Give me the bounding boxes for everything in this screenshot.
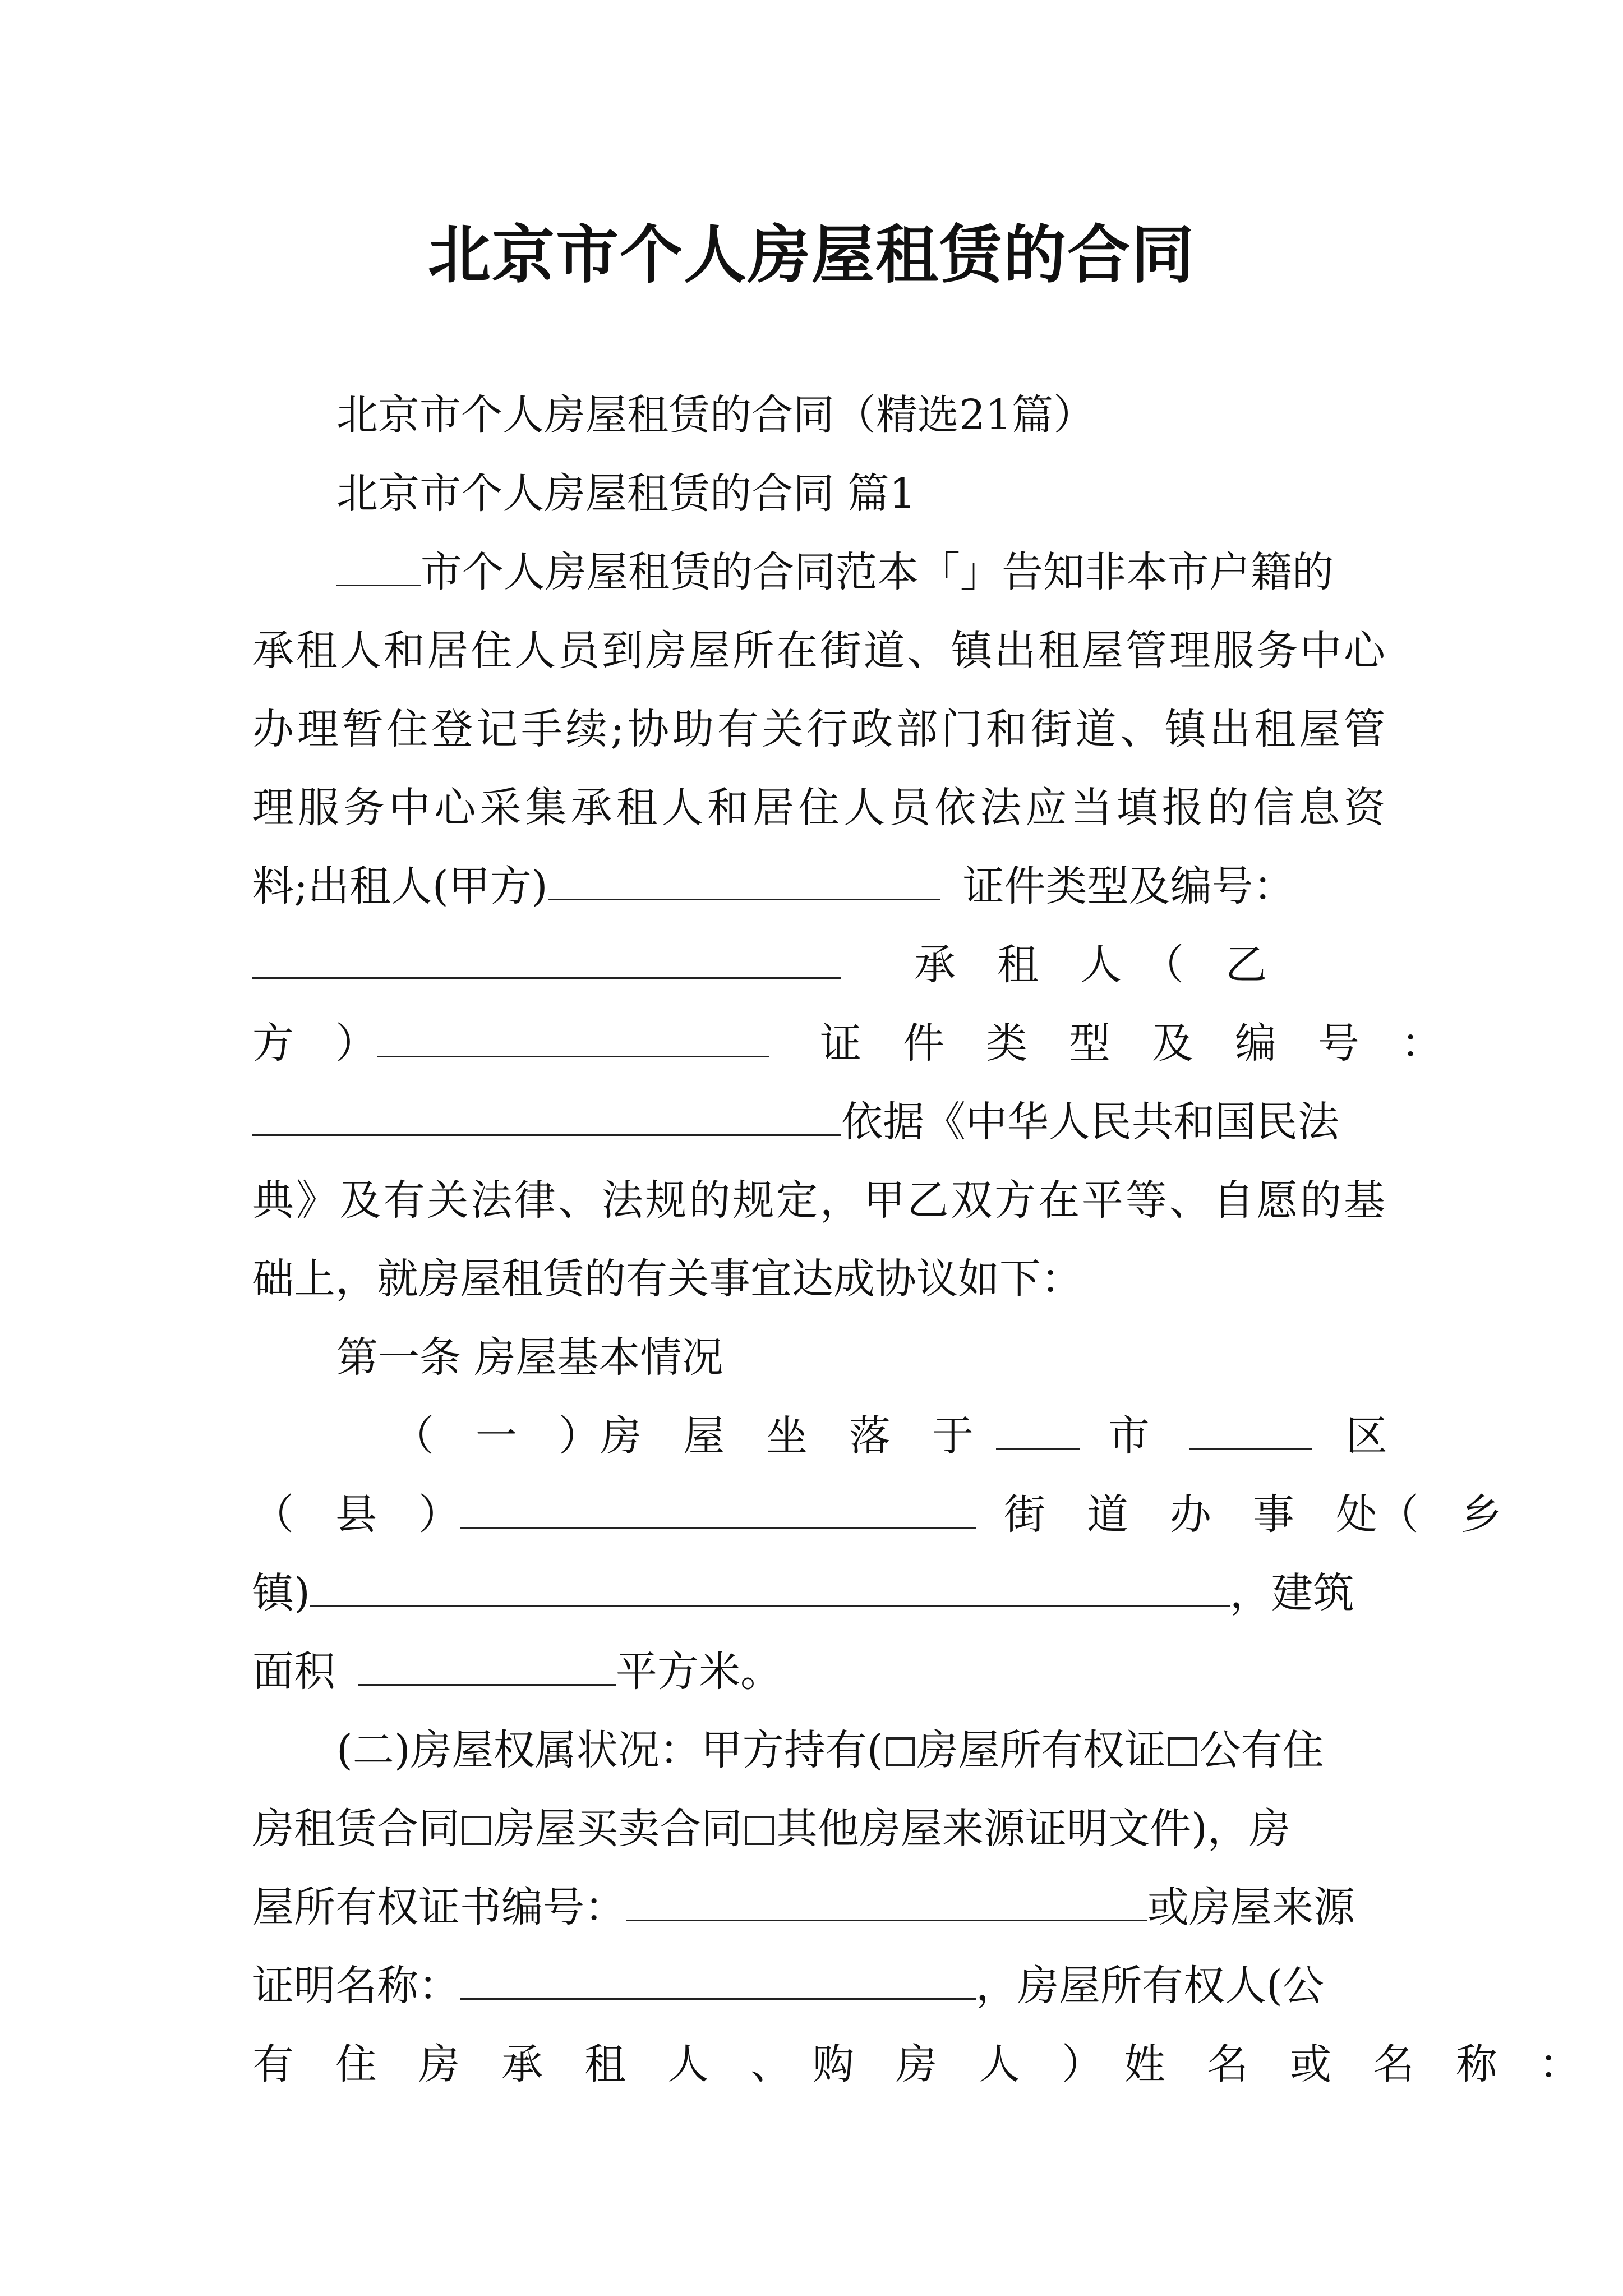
paragraph-line bbox=[393, 1408, 1385, 1464]
text: 市 bbox=[1108, 1412, 1150, 1460]
checkbox-ownership-certificate[interactable] bbox=[886, 1737, 915, 1766]
street-office-blank bbox=[460, 1488, 976, 1529]
text: 镇) bbox=[252, 1569, 310, 1617]
text: 区 bbox=[1346, 1412, 1387, 1460]
id-number-blank bbox=[252, 1095, 841, 1136]
lessee-blank bbox=[377, 1016, 769, 1057]
town-blank bbox=[310, 1566, 1230, 1607]
text: 面积 bbox=[252, 1648, 335, 1696]
text: 房租赁合同 bbox=[252, 1805, 460, 1853]
paragraph-line bbox=[252, 1879, 1385, 1935]
text: ，房屋所有权人(公 bbox=[976, 1962, 1324, 2010]
document-subtitle: 北京市个人房屋租赁的合同（精选21篇） bbox=[336, 391, 1095, 439]
paragraph-line: 典》及有关法律、法规的规定，甲乙双方在平等、自愿的基 bbox=[252, 1176, 1385, 1225]
paragraph-line: 理服务中心采集承租人和居住人员依法应当填报的信息资 bbox=[252, 784, 1385, 832]
text: ，建筑 bbox=[1229, 1569, 1354, 1617]
text: 承 租 人 （ 乙 bbox=[914, 941, 1267, 989]
area-blank bbox=[358, 1645, 616, 1686]
district-blank bbox=[1189, 1409, 1312, 1450]
text: (二)房屋权属状况：甲方持有( bbox=[336, 1726, 883, 1774]
section-heading: 北京市个人房屋租赁的合同 篇1 bbox=[336, 470, 916, 518]
text: 房屋所有权证 bbox=[916, 1726, 1166, 1774]
paragraph-line: 有 住 房 承 租 人 、 购 房 人 ） 姓 名 或 名 称 ： bbox=[252, 2040, 1580, 2088]
text: （ 县 ） bbox=[252, 1490, 460, 1539]
blank-line bbox=[336, 545, 421, 586]
paragraph-line bbox=[252, 937, 1385, 993]
paragraph-line: 承租人和居住人员到房屋所在街道、镇出租屋管理服务中心 bbox=[252, 627, 1385, 675]
paragraph-line bbox=[252, 1565, 1385, 1621]
city-blank bbox=[996, 1409, 1080, 1450]
lessor-blank bbox=[548, 859, 940, 900]
paragraph-line: 办理暂住登记手续;协助有关行政部门和街道、镇出租屋管 bbox=[252, 705, 1385, 753]
paragraph-line bbox=[252, 858, 1385, 914]
paragraph-line bbox=[336, 1722, 1385, 1778]
text: 证件类型及编号： bbox=[962, 862, 1295, 910]
document-title: 北京市个人房屋租赁的合同 bbox=[428, 218, 1195, 292]
text: 公有住 bbox=[1199, 1726, 1324, 1774]
text: 房屋买卖合同 bbox=[494, 1805, 743, 1853]
text: 其他房屋来源证明文件)，房 bbox=[776, 1805, 1290, 1853]
text: 依据《中华人民共和国民法 bbox=[841, 1098, 1339, 1146]
text: 料;出租人(甲方) bbox=[252, 862, 548, 910]
paragraph-line bbox=[252, 1015, 1442, 1071]
text: 或房屋来源 bbox=[1147, 1883, 1355, 1931]
text: 平方米。 bbox=[616, 1648, 782, 1696]
text: 市个人房屋租赁的合同范本「」告知非本市户籍的 bbox=[421, 548, 1334, 596]
text: 屋所有权证书编号： bbox=[252, 1883, 626, 1931]
paragraph-line bbox=[252, 1958, 1385, 2014]
text: 街 道 办 事 处（ 乡 bbox=[1004, 1490, 1502, 1539]
text: 证 件 类 型 及 编 号 ： bbox=[820, 1019, 1442, 1068]
id-number-blank bbox=[252, 938, 841, 979]
text: （ 一 ）房 屋 坐 落 于 bbox=[393, 1412, 974, 1460]
article-heading: 第一条 房屋基本情况 bbox=[336, 1333, 723, 1382]
text: 证明名称： bbox=[252, 1962, 460, 2010]
paragraph-line bbox=[252, 1487, 1502, 1543]
paragraph-line bbox=[336, 544, 1385, 600]
paragraph-line bbox=[252, 1644, 1385, 1700]
certificate-number-blank bbox=[626, 1880, 1147, 1921]
paragraph-line: 础上，就房屋租赁的有关事宜达成协议如下： bbox=[252, 1255, 1082, 1303]
checkbox-other-proof[interactable] bbox=[745, 1816, 774, 1845]
paragraph-line bbox=[252, 1801, 1385, 1857]
checkbox-sale-contract[interactable] bbox=[462, 1816, 491, 1845]
proof-name-blank bbox=[460, 1959, 976, 2000]
checkbox-public-housing-lease[interactable] bbox=[1168, 1737, 1197, 1766]
paragraph-line bbox=[252, 1094, 1385, 1150]
text: 方 ） bbox=[252, 1019, 377, 1068]
